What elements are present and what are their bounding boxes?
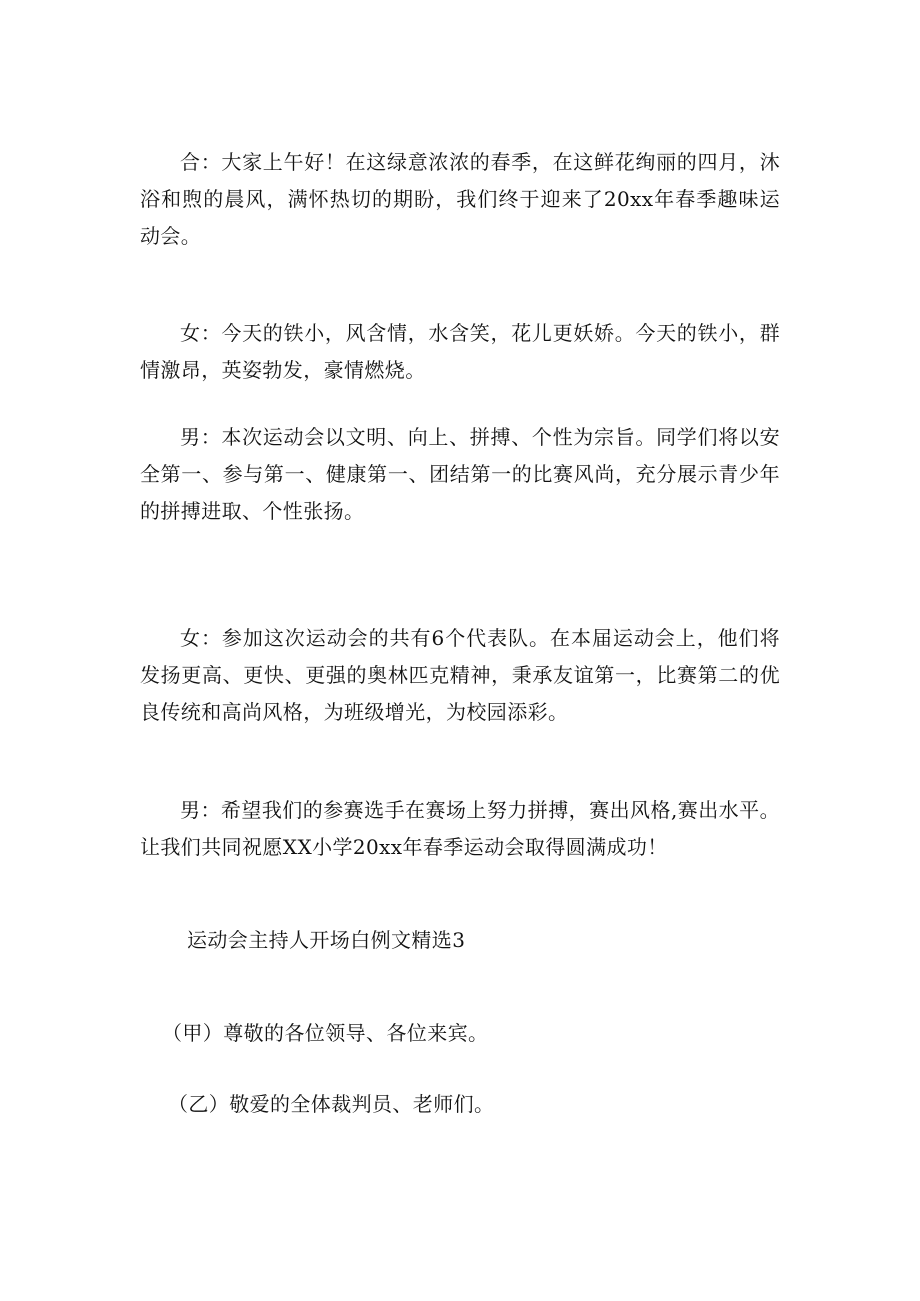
list-item-jia: （甲）尊敬的各位领导、各位来宾。	[162, 1021, 489, 1045]
paragraph-female-host-1: 女：今天的铁小，风含情，水含笑，花儿更妖娇。今天的铁小，群情激昂，英姿勃发，豪情燃烧。	[140, 321, 780, 382]
section-heading: 运动会主持人开场白例文精选3	[187, 928, 466, 952]
paragraph-opening-together: 合：大家上午好！在这绿意浓浓的春季，在这鲜花绚丽的四月，沐浴和煦的晨风，满怀热切的期盼，我们终于迎来了20xx年春季趣味运动会。	[140, 150, 780, 248]
paragraph-female-host-2: 女：参加这次运动会的共有6个代表队。在本届运动会上，他们将发扬更高、更快、更强的奥林匹克精神，秉承友谊第一，比赛第二的优良传统和高尚风格，为班级增光，为校园添彩。	[140, 626, 780, 724]
paragraph-male-host-1: 男：本次运动会以文明、向上、拼搏、个性为宗旨。同学们将以安全第一、参与第一、健康第一、团结第一的比赛风尚，充分展示青少年的拼搏进取、个性张扬。	[140, 425, 780, 523]
paragraph-male-host-2: 男：希望我们的参赛选手在赛场上努力拼搏，赛出风格,赛出水平。让我们共同祝愿XX小学20xx年春季运动会取得圆满成功！	[140, 798, 780, 859]
list-item-yi: （乙）敬爱的全体裁判员、老师们。	[168, 1092, 495, 1116]
